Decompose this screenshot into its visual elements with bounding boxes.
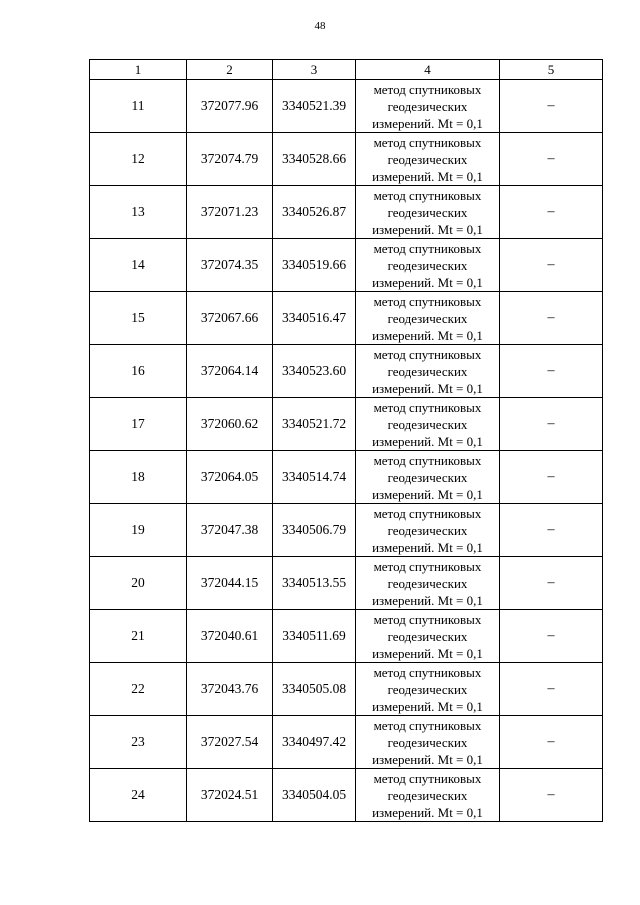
method-line: геодезических bbox=[387, 469, 468, 485]
coordinate-y: 3340516.47 bbox=[273, 292, 356, 345]
coordinate-x: 372071.23 bbox=[187, 186, 273, 239]
method-description bbox=[356, 504, 500, 557]
method-line: измерений. Mt = 0,1 bbox=[372, 592, 483, 608]
method-description bbox=[356, 610, 500, 663]
method-description bbox=[356, 663, 500, 716]
coordinate-x: 372074.35 bbox=[187, 239, 273, 292]
table-row bbox=[90, 716, 603, 769]
coordinate-y: 3340504.05 bbox=[273, 769, 356, 822]
point-number: 17 bbox=[90, 398, 187, 451]
table-row bbox=[90, 663, 603, 716]
note-dash: – bbox=[500, 133, 603, 186]
coordinate-y: 3340528.66 bbox=[273, 133, 356, 186]
method-line: измерений. Mt = 0,1 bbox=[372, 698, 483, 714]
coordinate-y: 3340506.79 bbox=[273, 504, 356, 557]
method-line: геодезических bbox=[387, 522, 468, 538]
table-row bbox=[90, 769, 603, 822]
method-description bbox=[356, 398, 500, 451]
table-row bbox=[90, 398, 603, 451]
method-line: геодезических bbox=[387, 734, 468, 750]
coordinate-x: 372060.62 bbox=[187, 398, 273, 451]
method-line: геодезических bbox=[387, 628, 468, 644]
method-line: измерений. Mt = 0,1 bbox=[372, 115, 483, 131]
method-description bbox=[356, 292, 500, 345]
header-col-4: 4 bbox=[356, 60, 500, 80]
method-line: геодезических bbox=[387, 98, 468, 114]
table-header bbox=[90, 60, 603, 80]
table-body bbox=[90, 80, 603, 822]
coordinate-y: 3340513.55 bbox=[273, 557, 356, 610]
method-line: метод спутниковых bbox=[373, 452, 482, 468]
method-line: геодезических bbox=[387, 416, 468, 432]
page-number: 48 bbox=[314, 20, 326, 32]
method-line: метод спутниковых bbox=[373, 505, 482, 521]
method-line: измерений. Mt = 0,1 bbox=[372, 486, 483, 502]
table-row bbox=[90, 557, 603, 610]
coordinate-x: 372064.05 bbox=[187, 451, 273, 504]
note-dash: – bbox=[500, 610, 603, 663]
note-dash: – bbox=[500, 451, 603, 504]
method-description bbox=[356, 345, 500, 398]
method-line: геодезических bbox=[387, 204, 468, 220]
point-number: 13 bbox=[90, 186, 187, 239]
table-row bbox=[90, 80, 603, 133]
method-line: метод спутниковых bbox=[373, 558, 482, 574]
coordinate-y: 3340526.87 bbox=[273, 186, 356, 239]
note-dash: – bbox=[500, 663, 603, 716]
note-dash: – bbox=[500, 557, 603, 610]
coordinate-y: 3340511.69 bbox=[273, 610, 356, 663]
note-dash: – bbox=[500, 186, 603, 239]
table-row bbox=[90, 186, 603, 239]
method-line: геодезических bbox=[387, 681, 468, 697]
table-row bbox=[90, 239, 603, 292]
coordinate-y: 3340521.39 bbox=[273, 80, 356, 133]
coordinates-table bbox=[89, 59, 603, 822]
note-dash: – bbox=[500, 345, 603, 398]
coordinate-y: 3340521.72 bbox=[273, 398, 356, 451]
method-line: геодезических bbox=[387, 310, 468, 326]
method-line: геодезических bbox=[387, 151, 468, 167]
method-line: измерений. Mt = 0,1 bbox=[372, 804, 483, 820]
method-line: геодезических bbox=[387, 787, 468, 803]
method-line: метод спутниковых bbox=[373, 399, 482, 415]
coordinate-y: 3340519.66 bbox=[273, 239, 356, 292]
note-dash: – bbox=[500, 239, 603, 292]
table-row bbox=[90, 133, 603, 186]
point-number: 19 bbox=[90, 504, 187, 557]
coordinate-x: 372074.79 bbox=[187, 133, 273, 186]
method-line: метод спутниковых bbox=[373, 187, 482, 203]
method-line: измерений. Mt = 0,1 bbox=[372, 168, 483, 184]
header-col-1: 1 bbox=[90, 60, 187, 80]
coordinate-y: 3340523.60 bbox=[273, 345, 356, 398]
note-dash: – bbox=[500, 292, 603, 345]
method-description bbox=[356, 716, 500, 769]
note-dash: – bbox=[500, 504, 603, 557]
coordinate-x: 372067.66 bbox=[187, 292, 273, 345]
method-line: измерений. Mt = 0,1 bbox=[372, 380, 483, 396]
method-line: измерений. Mt = 0,1 bbox=[372, 645, 483, 661]
method-line: измерений. Mt = 0,1 bbox=[372, 221, 483, 237]
point-number: 20 bbox=[90, 557, 187, 610]
method-line: метод спутниковых bbox=[373, 770, 482, 786]
method-line: измерений. Mt = 0,1 bbox=[372, 433, 483, 449]
coordinate-x: 372044.15 bbox=[187, 557, 273, 610]
coordinate-y: 3340514.74 bbox=[273, 451, 356, 504]
point-number: 15 bbox=[90, 292, 187, 345]
method-line: метод спутниковых bbox=[373, 611, 482, 627]
method-line: измерений. Mt = 0,1 bbox=[372, 274, 483, 290]
coordinate-y: 3340505.08 bbox=[273, 663, 356, 716]
header-row bbox=[90, 60, 603, 80]
header-col-5: 5 bbox=[500, 60, 603, 80]
method-line: метод спутниковых bbox=[373, 240, 482, 256]
point-number: 22 bbox=[90, 663, 187, 716]
method-description bbox=[356, 80, 500, 133]
point-number: 16 bbox=[90, 345, 187, 398]
coordinate-x: 372024.51 bbox=[187, 769, 273, 822]
method-line: метод спутниковых bbox=[373, 81, 482, 97]
point-number: 14 bbox=[90, 239, 187, 292]
header-col-3: 3 bbox=[273, 60, 356, 80]
point-number: 18 bbox=[90, 451, 187, 504]
note-dash: – bbox=[500, 398, 603, 451]
method-line: геодезических bbox=[387, 363, 468, 379]
coordinate-x: 372047.38 bbox=[187, 504, 273, 557]
method-description bbox=[356, 239, 500, 292]
method-line: метод спутниковых bbox=[373, 717, 482, 733]
method-description bbox=[356, 133, 500, 186]
method-line: геодезических bbox=[387, 575, 468, 591]
point-number: 23 bbox=[90, 716, 187, 769]
table-row bbox=[90, 451, 603, 504]
point-number: 11 bbox=[90, 80, 187, 133]
coordinate-x: 372064.14 bbox=[187, 345, 273, 398]
method-description bbox=[356, 557, 500, 610]
coordinate-y: 3340497.42 bbox=[273, 716, 356, 769]
point-number: 12 bbox=[90, 133, 187, 186]
method-line: метод спутниковых bbox=[373, 664, 482, 680]
table-row bbox=[90, 504, 603, 557]
header-col-2: 2 bbox=[187, 60, 273, 80]
method-line: метод спутниковых bbox=[373, 346, 482, 362]
method-line: измерений. Mt = 0,1 bbox=[372, 751, 483, 767]
method-description bbox=[356, 186, 500, 239]
note-dash: – bbox=[500, 716, 603, 769]
coordinate-x: 372040.61 bbox=[187, 610, 273, 663]
table-row bbox=[90, 292, 603, 345]
method-line: измерений. Mt = 0,1 bbox=[372, 539, 483, 555]
table-row bbox=[90, 345, 603, 398]
method-line: метод спутниковых bbox=[373, 134, 482, 150]
point-number: 21 bbox=[90, 610, 187, 663]
coordinate-x: 372077.96 bbox=[187, 80, 273, 133]
note-dash: – bbox=[500, 80, 603, 133]
note-dash: – bbox=[500, 769, 603, 822]
method-line: измерений. Mt = 0,1 bbox=[372, 327, 483, 343]
method-description bbox=[356, 769, 500, 822]
coordinate-x: 372043.76 bbox=[187, 663, 273, 716]
coordinate-x: 372027.54 bbox=[187, 716, 273, 769]
point-number: 24 bbox=[90, 769, 187, 822]
table-row bbox=[90, 610, 603, 663]
method-line: геодезических bbox=[387, 257, 468, 273]
method-description bbox=[356, 451, 500, 504]
method-line: метод спутниковых bbox=[373, 293, 482, 309]
